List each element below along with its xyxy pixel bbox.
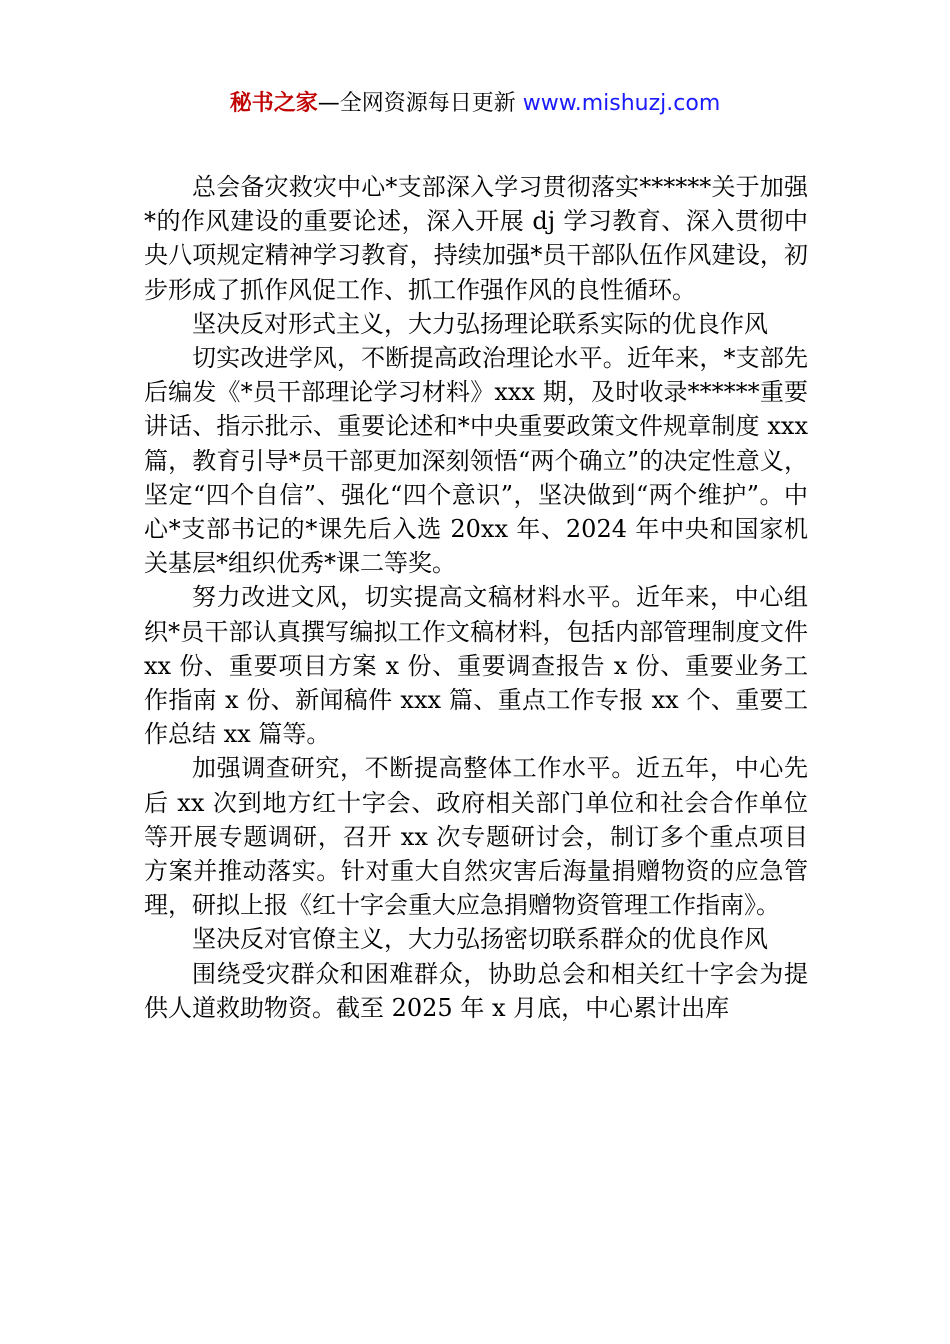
header-tagline: —全网资源每日更新 [317,91,523,116]
section-heading: 坚决反对官僚主义，大力弘扬密切联系群众的优良作风 [192,925,768,954]
site-url[interactable]: www.mishuzj.com [522,91,721,116]
brand-name: 秘书之家 [229,91,318,116]
paragraph: 总会备灾救灾中心*支部深入学习贯彻落实******关于加强*的作风建设的重要论述，深入开展 dj 学习教育、深入贯彻中央八项规定精神学习教育，持续加强*员干部队伍作风建设，初步形成了抓作风促工作、抓工作强作风的良性循环。 [144,173,808,304]
paragraph: 加强调查研究，不断提高整体工作水平。近五年，中心先后 xx 次到地方红十字会、政府相关部门单位和社会合作单位等开展专题调研，召开 xx 次专题研讨会，制订多个重点项目方案并推动落实。针对重大自然灾害后海量捐赠物资的应急管理，研拟上报《红十字会重大应急捐赠物资管理工作指南》。 [144,754,808,920]
paragraph: 努力改进文风，切实提高文稿材料水平。近年来，中心组织*员干部认真撰写编拟工作文稿材料，包括内部管理制度文件 xx 份、重要项目方案 x 份、重要调查报告 x 份、重要业务工作指南 x 份、新闻稿件 xxx 篇、重点工作专报 xx 个、重要工作总结 xx 篇等。 [144,583,808,749]
section-heading: 坚决反对形式主义，大力弘扬理论联系实际的优良作风 [192,309,768,338]
paragraph: 围绕受灾群众和困难群众，协助总会和相关红十字会为提供人道救助物资。截至 2025 年 x 月底，中心累计出库 [144,959,808,1022]
site-header [0,88,950,120]
document-body [144,170,808,1025]
paragraph: 切实改进学风，不断提高政治理论水平。近年来，*支部先后编发《*员干部理论学习材料》xxx 期，及时收录******重要讲话、指示批示、重要论述和*中央重要政策文件规章制度 xxx 篇，教育引导*员干部更加深刻领悟“两个确立”的决定性意义，坚定“四个自信”、强化“四个意识”，坚决做到“两个维护”。中心*支部书记的*课先后入选 20xx 年、2024 年中央和国家机关基层*组织优秀*课二等奖。 [144,344,808,578]
